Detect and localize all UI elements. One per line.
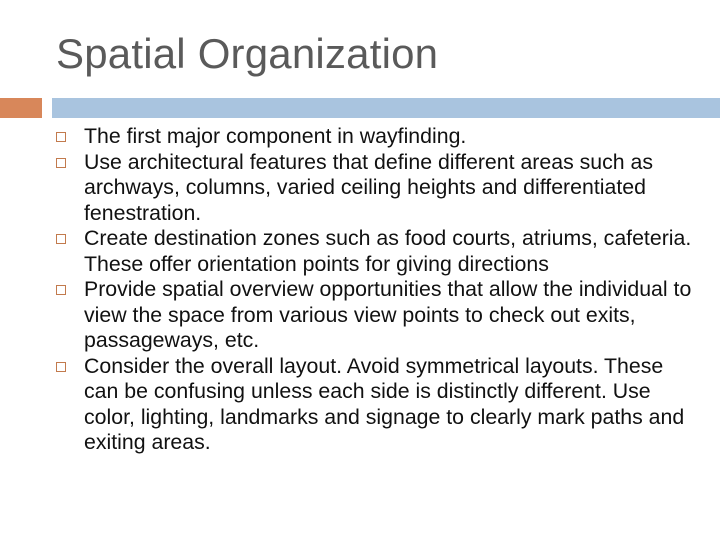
title-accent-bar [0, 98, 42, 118]
bullet-text: Provide spatial overview opportunities that allow the individual to view the space from various view points to check out exits, passageways, etc. [84, 277, 692, 352]
square-bullet-icon [56, 234, 66, 244]
bullet-item [56, 124, 696, 150]
square-bullet-icon [56, 362, 66, 372]
bullet-text: The first major component in wayfinding. [84, 124, 467, 148]
square-bullet-icon [56, 132, 66, 142]
bullet-text: Create destination zones such as food courts, atriums, cafeteria. These offer orientation points for giving directions [84, 226, 692, 276]
bullet-item [56, 354, 696, 456]
bullet-item [56, 277, 696, 354]
bullet-text: Use architectural features that define different areas such as archways, columns, varied ceiling heights and differentiated fenestration. [84, 149, 654, 225]
bullet-item [56, 226, 696, 277]
square-bullet-icon [56, 158, 66, 168]
title-underline-bar [52, 98, 720, 118]
bullet-list [56, 124, 696, 456]
square-bullet-icon [56, 285, 66, 295]
slide-title: Spatial Organization [56, 30, 439, 77]
bullet-text: Consider the overall layout. Avoid symmetrical layouts. These can be confusing unless each side is distinctly different. Use color, lighting, landmarks and signage to clearly mark paths and exiting areas. [84, 353, 685, 454]
bullet-item [56, 150, 696, 227]
